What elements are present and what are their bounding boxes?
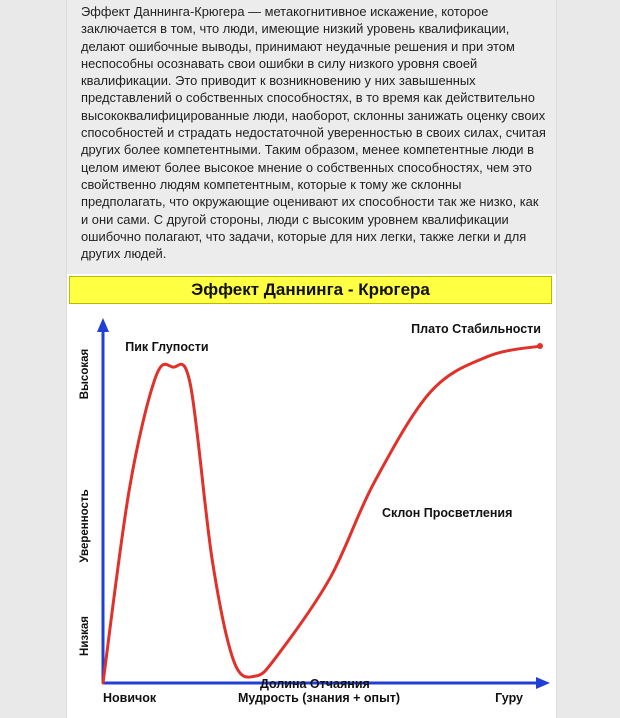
y-tick-low: Низкая: [79, 616, 91, 656]
chart-axes: [97, 318, 550, 689]
x-axis-label: Мудрость (знания + опыт): [237, 691, 401, 705]
x-tick-start: Новичок: [103, 691, 157, 705]
chart-figure: [67, 274, 556, 718]
chart-svg: [67, 274, 556, 718]
y-axis-arrow: [97, 318, 109, 332]
curve-end-dot: [537, 343, 543, 349]
y-tick-high: Высокая: [79, 348, 91, 400]
annotation-slope: Склон Просветления: [381, 505, 513, 520]
annotation-peak: Пик Глупости: [125, 340, 209, 355]
y-axis-label: Уверенность: [79, 489, 91, 563]
annotation-valley: Долина Отчаяния: [259, 676, 370, 691]
annotation-plateau: Плато Стабильности: [411, 322, 541, 337]
x-axis-arrow: [536, 677, 550, 689]
content-panel: [66, 0, 557, 718]
x-tick-end: Гуру: [495, 691, 523, 705]
chart-title: Эффект Даннинга - Крюгера: [69, 276, 552, 304]
article-text: Эффект Даннинга-Крюгера — метакогнитивное искажение, которое заключается в том, что люди, имеющие низкий уровень квалификации, делают ошибочные выводы, принимают неудачные решения и при этом неспособны осознавать свои ошибки в силу низкого уровня своей квалификации. Это приводит к возникновению у них завышенных представлений о собственных способностях, в то время как действительно высококвалифицированные люди, наоборот, склонны занижать оценку своих способностей и страдать недостаточной уверенностью в своих силах, считая других более компетентными. Таким образом, менее компетентные люди в целом имеют более высокое мнение о собственных способностях, чем это свойственно людям компетентным, которые к тому же склонны предполагать, что окружающие оценивают их способности так же низко, как и они сами. С другой стороны, люди с высоким уровнем квалификации ошибочно полагают, что задачи, которые для них легки, также легки и для других людей.: [81, 4, 546, 262]
